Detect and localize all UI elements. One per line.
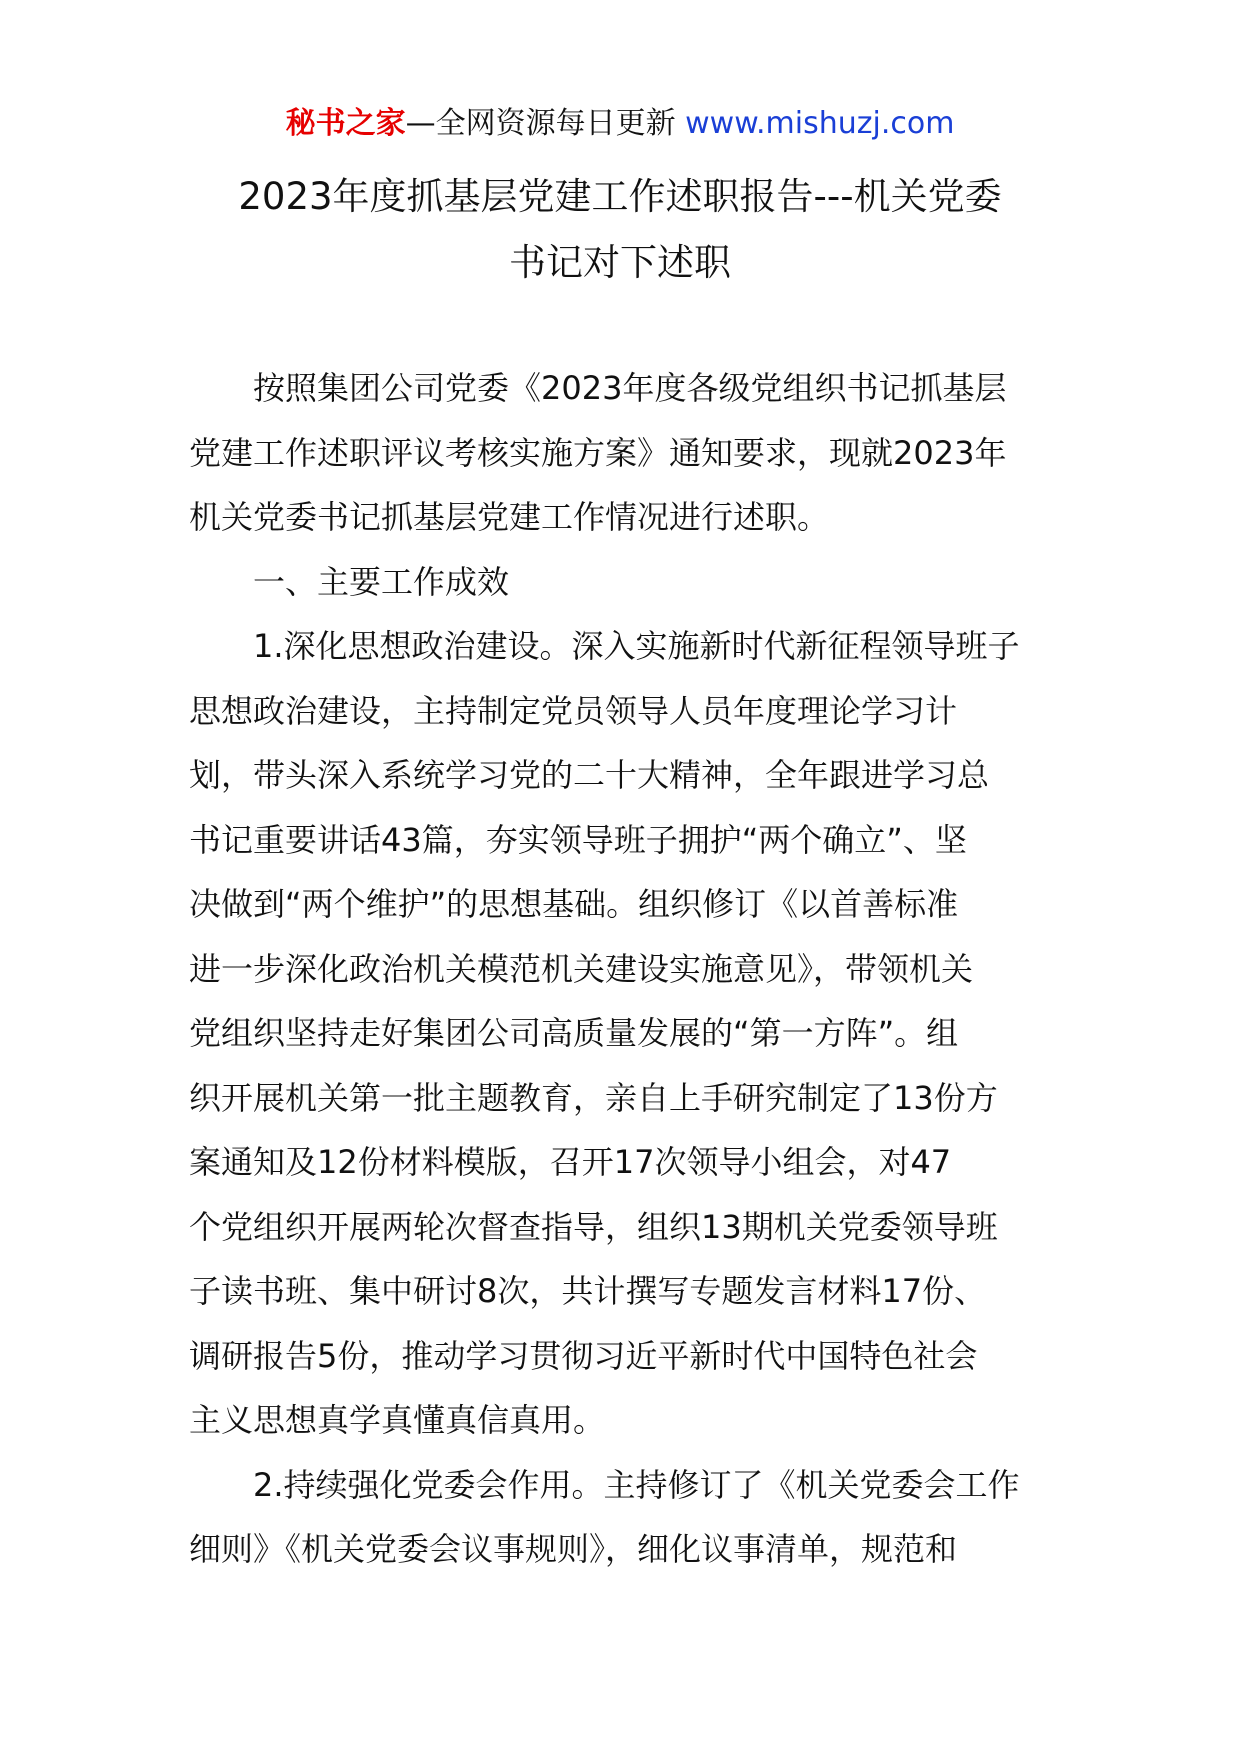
paragraph-line: 2.持续强化党委会作用。主持修订了《机关党委会工作: [253, 1465, 1020, 1504]
title-line: 2023年度抓基层党建工作述职报告---机关党委: [238, 175, 1002, 218]
header-tagline: —全网资源每日更新: [405, 106, 686, 141]
paragraph-line: 书记重要讲话43篇，夯实领导班子拥护“两个确立”、坚: [189, 820, 967, 859]
paragraph-line: 决做到“两个维护”的思想基础。组织修订《以首善标准: [189, 885, 959, 923]
paragraph-line: 机关党委书记抓基层党建工作情况进行述职。: [189, 498, 830, 536]
paragraph-line: 子读书班、集中研讨8次，共计撰写专题发言材料17份、: [189, 1272, 987, 1310]
paragraph-item-1: [189, 614, 1053, 1453]
brand-name: 秘书之家: [285, 106, 406, 141]
paragraph-line: 1.深化思想政治建设。深入实施新时代新征程领导班子: [253, 627, 1020, 665]
site-url[interactable]: www.mishuzj.com: [685, 106, 955, 141]
paragraph-line: 党建工作述职评议考核实施方案》通知要求，现就2023年: [189, 433, 1007, 472]
paragraph-line: 调研报告5份，推动学习贯彻习近平新时代中国特色社会: [189, 1336, 978, 1375]
section-heading: [189, 550, 1053, 615]
paragraph-item-2: [189, 1453, 1053, 1582]
paragraph-line: 划，带头深入系统学习党的二十大精神，全年跟进学习总: [189, 756, 990, 794]
site-header: [0, 102, 1240, 146]
paragraph-intro: [189, 356, 1053, 550]
section-heading-line: 一、主要工作成效: [253, 562, 510, 601]
paragraph-line: 思想政治建设，主持制定党员领导人员年度理论学习计: [189, 691, 958, 730]
paragraph-line: 织开展机关第一批主题教育，亲自上手研究制定了13份方: [189, 1078, 998, 1117]
paragraph-line: 按照集团公司党委《2023年度各级党组织书记抓基层: [253, 369, 1007, 407]
paragraph-line: 细则》《机关党委会议事规则》，细化议事清单，规范和: [189, 1530, 958, 1568]
paragraph-line: 主义思想真学真懂真信真用。: [189, 1401, 606, 1439]
document-title: [170, 164, 1070, 296]
document-body: [189, 356, 1053, 1582]
paragraph-line: 党组织坚持走好集团公司高质量发展的“第一方阵”。组: [189, 1014, 959, 1052]
paragraph-line: 案通知及12份材料模版，召开17次领导小组会，对47: [189, 1143, 952, 1181]
title-line: 书记对下述职: [509, 241, 731, 284]
paragraph-line: 进一步深化政治机关模范机关建设实施意见》，带领机关: [189, 949, 974, 988]
paragraph-line: 个党组织开展两轮次督查指导，组织13期机关党委领导班: [189, 1207, 998, 1246]
